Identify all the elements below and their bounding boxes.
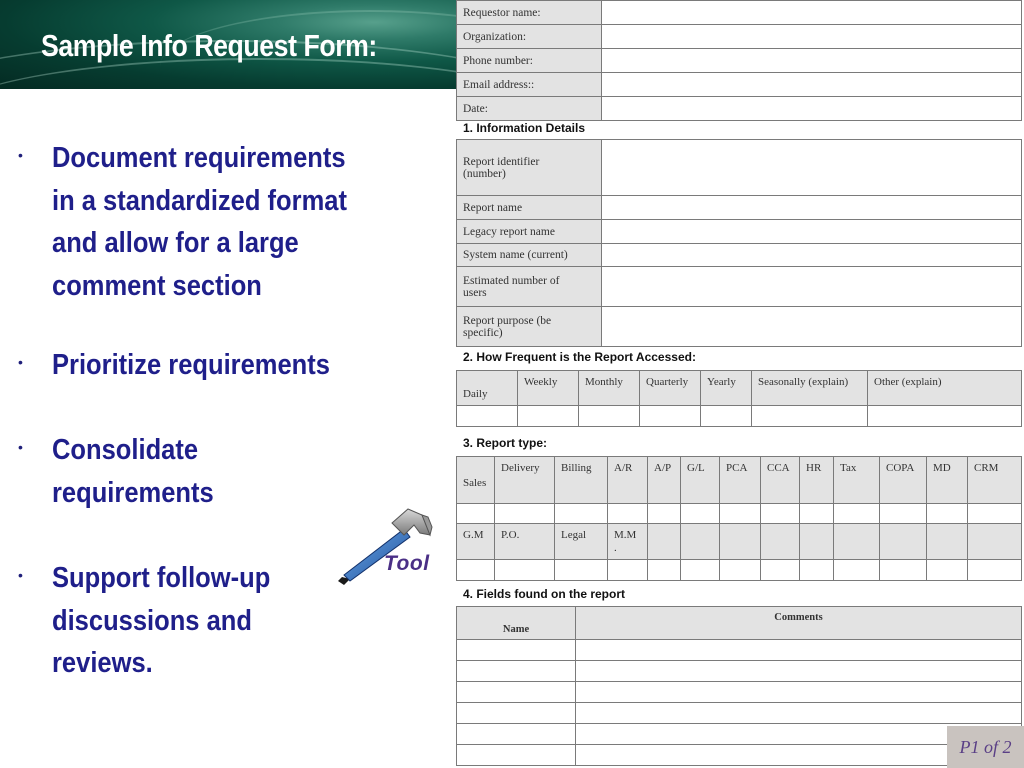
section-title: 4. Fields found on the report [463,587,625,601]
report-type-option [834,524,880,560]
report-type-option: CCA [761,457,800,504]
frequency-table [456,370,1022,427]
page-indicator: P1 of 2 [947,726,1024,768]
report-type-option: Tax [834,457,880,504]
frequency-option: Quarterly [640,371,701,406]
information-details-table [456,139,1022,347]
report-type-option: A/R [608,457,648,504]
report-type-cell[interactable] [555,504,608,524]
table-row [457,745,1022,766]
table-row [457,640,1022,661]
report-type-option: MD [927,457,968,504]
report-type-cell[interactable] [800,504,834,524]
field-input[interactable] [602,307,1022,347]
report-type-cell[interactable] [880,504,927,524]
frequency-input-row [457,406,1022,427]
section-title: 2. How Frequent is the Report Accessed: [463,350,696,364]
field-input[interactable] [602,244,1022,267]
report-type-option: G.M [457,524,495,560]
report-type-option: G/L [681,457,720,504]
report-type-option [800,524,834,560]
form-row [457,220,1022,244]
report-type-option [968,524,1022,560]
name-cell[interactable] [457,703,576,724]
form-row [457,1,1022,25]
field-input[interactable] [602,140,1022,196]
report-type-table [456,456,1022,581]
form-row [457,97,1022,121]
requestor-table [456,0,1022,121]
report-type-cell[interactable] [834,560,880,581]
report-type-option: HR [800,457,834,504]
report-type-option: COPA [880,457,927,504]
field-label: Report name [457,196,602,220]
report-type-cell[interactable] [648,504,681,524]
form-row [457,267,1022,307]
field-input[interactable] [602,267,1022,307]
report-type-cell[interactable] [495,560,555,581]
field-input[interactable] [602,73,1022,97]
bullet-text: Consolidate requirements [52,434,214,509]
field-label: Phone number: [457,49,602,73]
comments-cell[interactable] [576,703,1022,724]
report-type-option [681,524,720,560]
form-row [457,244,1022,267]
form-row [457,140,1022,196]
info-request-form [456,0,1024,768]
report-type-cell[interactable] [720,560,761,581]
report-type-cell[interactable] [880,560,927,581]
report-type-cell[interactable] [927,504,968,524]
report-type-option: Sales [457,457,495,504]
column-header-comments: Comments [576,607,1022,640]
report-type-cell[interactable] [927,560,968,581]
bullet-glyph: • [18,354,23,370]
report-type-cell[interactable] [761,504,800,524]
frequency-cell[interactable] [701,406,752,427]
field-input[interactable] [602,25,1022,49]
report-type-option [927,524,968,560]
table-row [457,703,1022,724]
bullet-glyph: • [18,439,23,455]
name-cell[interactable] [457,724,576,745]
name-cell[interactable] [457,745,576,766]
report-type-cell[interactable] [681,560,720,581]
field-label: Date: [457,97,602,121]
report-type-option: Billing [555,457,608,504]
frequency-cell[interactable] [868,406,1022,427]
field-label: Report identifier (number) [457,140,602,196]
section-title: 3. Report type: [463,436,548,450]
field-label: Email address:: [457,73,602,97]
report-type-cell[interactable] [968,560,1022,581]
report-type-row [457,524,1022,560]
report-type-cell[interactable] [968,504,1022,524]
field-label: Estimated number of users [457,267,602,307]
report-type-option: CRM [968,457,1022,504]
report-type-option: M.M . [608,524,648,560]
bullet-glyph: • [18,567,23,583]
form-row [457,196,1022,220]
field-input[interactable] [602,196,1022,220]
report-type-row [457,457,1022,504]
form-row [457,25,1022,49]
report-type-option: Delivery [495,457,555,504]
name-cell[interactable] [457,682,576,703]
frequency-option: Weekly [518,371,579,406]
report-type-option: A/P [648,457,681,504]
frequency-option: Daily [457,371,518,406]
frequency-header-row [457,371,1022,406]
field-input[interactable] [602,49,1022,73]
report-type-option: PCA [720,457,761,504]
field-input[interactable] [602,1,1022,25]
field-label: Requestor name: [457,1,602,25]
report-type-input-row [457,560,1022,581]
slide-title: Sample Info Request Form: [41,28,377,63]
name-cell[interactable] [457,640,576,661]
form-row [457,73,1022,97]
form-row [457,307,1022,347]
report-type-option [761,524,800,560]
report-type-option [648,524,681,560]
field-input[interactable] [602,220,1022,244]
frequency-cell[interactable] [579,406,640,427]
comments-cell[interactable] [576,661,1022,682]
bullet-text: Support follow-up discussions and reviews. [52,562,271,679]
name-cell[interactable] [457,661,576,682]
hammer-icon [336,505,440,587]
frequency-option: Monthly [579,371,640,406]
report-type-cell[interactable] [800,560,834,581]
field-label: System name (current) [457,244,602,267]
fields-header-row [457,607,1022,640]
bullet-glyph: • [18,147,23,163]
report-type-option: P.O. [495,524,555,560]
comments-cell[interactable] [576,640,1022,661]
report-type-cell[interactable] [555,560,608,581]
frequency-option: Seasonally (explain) [752,371,868,406]
report-type-cell[interactable] [761,560,800,581]
report-type-cell[interactable] [681,504,720,524]
report-type-cell[interactable] [495,504,555,524]
bullet-text: Document requirements in a standardized format and allow for a large comment section [52,142,347,302]
frequency-option: Other (explain) [868,371,1022,406]
comments-cell[interactable] [576,682,1022,703]
report-type-cell[interactable] [720,504,761,524]
report-type-option: Legal [555,524,608,560]
table-row [457,682,1022,703]
tool-label: Tool [384,552,430,575]
field-label: Legacy report name [457,220,602,244]
fields-table [456,606,1022,766]
column-header-name: Name [457,607,576,640]
report-type-cell[interactable] [457,560,495,581]
field-label: Report purpose (be specific) [457,307,602,347]
frequency-option: Yearly [701,371,752,406]
report-type-option [720,524,761,560]
report-type-cell[interactable] [608,560,648,581]
report-type-input-row [457,504,1022,524]
report-type-cell[interactable] [648,560,681,581]
report-type-option [880,524,927,560]
field-label: Organization: [457,25,602,49]
frequency-cell[interactable] [640,406,701,427]
report-type-cell[interactable] [834,504,880,524]
slide-header [0,0,456,89]
report-type-cell[interactable] [608,504,648,524]
form-row [457,49,1022,73]
frequency-cell[interactable] [518,406,579,427]
report-type-cell[interactable] [457,504,495,524]
frequency-cell[interactable] [752,406,868,427]
table-row [457,661,1022,682]
frequency-cell[interactable] [457,406,518,427]
field-input[interactable] [602,97,1022,121]
section-title: 1. Information Details [463,121,586,135]
bullet-text: Prioritize requirements [52,349,330,381]
table-row [457,724,1022,745]
